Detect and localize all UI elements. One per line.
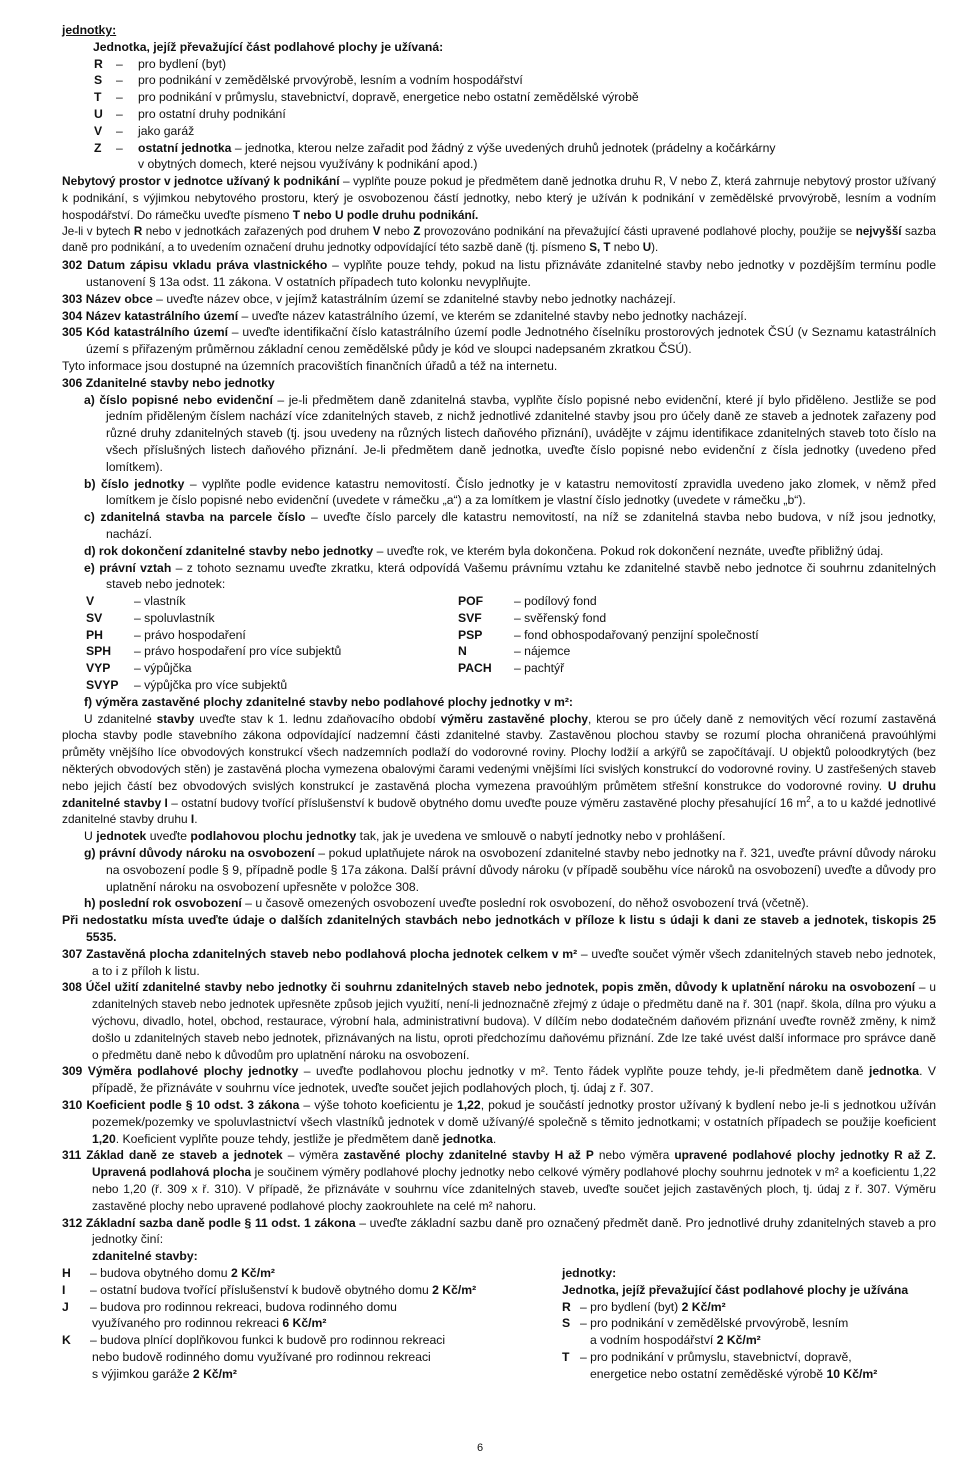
rate-row-k: K – budova plnící doplňkovou funkci k budově pro rodinnou rekreaci nebo budově rodinného domu využívané pro rodinnou rekreaci s výjimkou garáže 2 Kč/m² <box>62 1333 446 1381</box>
section-title-jednotky: jednotky: <box>62 23 117 37</box>
item-312: 312 Základní sazba daně podle § 11 odst. 1 zákona – uveďte základní sazbu daně pro označený předmět daně. Pro jednotlivé druhy zdanitelných staveb a pro jednotky činí: <box>62 1215 936 1247</box>
ownership-row: PSP – fond obhospodařovaný penzijní společností <box>458 627 759 642</box>
ownership-row: VYP – výpůjčka <box>86 661 192 676</box>
ownership-row: SPH – právo hospodaření pro více subjektů <box>86 644 342 659</box>
rate-row-s: S – pro podnikání v zemědělské prvovýrobě, lesním a vodním hospodářství 2 Kč/m² <box>562 1316 849 1348</box>
ownership-row: SV – spoluvlastník <box>86 610 215 625</box>
ownership-row: PACH – pachtýř <box>458 661 565 676</box>
paragraph-nebytovy-prostor: Nebytový prostor v jednotce užívaný k podnikání – vyplňte pouze pokud je předmětem daně jednotka druhu R, V nebo Z, která zahrnuje nebytový prostor užívaný k podnikání, s výjimkou nebytového prostoru, který je osvobozenou částí jednotky, nebo který je užíván k podnikání v zemědělské prvovýrobě, lesním a vodním hospodářství. Do rámečku uveďte písmeno T nebo U podle druhu podnikání. <box>62 174 936 222</box>
rates-jednotky <box>562 1248 936 1382</box>
ownership-codes-right <box>458 593 828 694</box>
rates-stavby <box>62 1248 562 1382</box>
paragraph-nedostatek-mista: Při nedostatku místa uveďte údaje o dalších zdanitelných stavbách nebo jednotkách v příloze k listu s údaji k dani ze staveb a jednotek, tiskopis 25 5535. <box>62 913 936 945</box>
item-307: 307 Zastavěná plocha zdanitelných staveb nebo podlahová plocha jednotek celkem v m² – uveďte součet výměr všech zdanitelných staveb nebo jednotek, a to i z příloh k listu. <box>62 946 936 978</box>
item-303: 303 Název obce – uveďte název obce, v jejímž katastrálním území se zdanitelné stavby nebo jednotky nacházejí. <box>62 291 676 306</box>
code-row-u: U – pro ostatní druhy podnikání <box>94 106 286 121</box>
rate-row-r: R – pro bydlení (byt) 2 Kč/m² <box>562 1299 726 1314</box>
ownership-row: POF – podílový fond <box>458 594 597 609</box>
ownership-codes <box>62 593 936 694</box>
item-306-f: f) výměra zastavěné plochy zdanitelné stavby nebo podlahové plochy jednotky v m²: <box>84 694 573 709</box>
ownership-row: SVYP – výpůjčka pro více subjektů <box>86 678 288 693</box>
rate-row-i: I – ostatní budova tvořící příslušenství k budově obytného domu 2 Kč/m² <box>62 1282 477 1297</box>
item-306-b: b) číslo jednotky – vyplňte podle evidence katastru nemovitostí. Číslo jednotky je v katastru nemovitostí zpravidla uvedeno jako zlomek, v němž před lomítkem je číslo popisné nebo evidenční (uvedete v rámečku „a“) a za lomítkem je vlastní číslo jednotky (uvedete v rámečku „b“). <box>84 476 936 508</box>
rate-row-t: T – pro podnikání v průmyslu, stavebnictví, dopravě, energetice nebo ostatní zeměděské výrobě 10 Kč/m² <box>562 1349 878 1381</box>
rates-stavby-heading: zdanitelné stavby: <box>92 1249 198 1264</box>
item-308: 308 Účel užití zdanitelné stavby nebo jednotky či souhrnu zdanitelných staveb nebo jednotek, popis změn, důvody k uplatnění nároku na osvobození – u zdanitelných staveb nebo jednotek upřesněte způsob jejich využití, není-li jednoznačně zřejmý z údaje o předmětu daně na ř. 301 (např. škola, dílna pro výuku a výchovu, divadlo, hotel, obchod, restaurace, výrobní hala, administrativní budova). V dílčím nebo dodatečném daňovém přiznání uveďte rovněž změny, k nimž došlo u zdanitelných staveb nebo jednotek, přiznávaných na listu, oproti předchozímu daňovému přiznání. Zde lze také uvést další informace pro správce daně o předmětu daně nebo k důvodům pro uplatnění nároku na osvobození. <box>62 980 936 1062</box>
item-302: 302 Datum zápisu vkladu práva vlastnického – vyplňte pouze tehdy, pokud na listu přiznáváte zdanitelné stavby nebo jednotky v pozdějším termínu podle ustanovení § 13a odst. 11 zákona. V ostatních případech tuto kolonku nevyplňujte. <box>62 258 937 289</box>
item-305: 305 Kód katastrálního území – uveďte identifikační číslo katastrálního území podle Jednotného číselníku prostorových jednotek ČSÚ (v Seznamu katastrálních území s přiřazeným průměrnou základní cenou zemědělské půdy je kód ve sloupci nadepsaném zkratkou ČSÚ). <box>62 325 937 357</box>
ownership-codes-left <box>86 593 458 694</box>
ownership-row: N – nájemce <box>458 644 571 659</box>
page-number: 6 <box>476 1442 484 1454</box>
jednotka-subtitle: Jednotka, jejíž převažující část podlahové plochy je užívaná: <box>93 39 444 54</box>
rates-jednotky-subheading: Jednotka, jejíž převažující část podlahové plochy je užívána <box>562 1282 909 1297</box>
item-305-extra: Tyto informace jsou dostupné na územních pracovištích finančních úřadů a též na internetu. <box>62 358 558 373</box>
paragraph-je-li-v-bytech: Je-li v bytech R nebo v jednotkách zařazených pod druhem V nebo Z provozováno podnikání na převažující části upravené podlahové plochy, použije se nejvyšší sazba daně pro podnikání, a to uvedením označení druhu jednotky odpovídající této sazbě daně (tj. písmeno S, T nebo U). <box>62 224 936 255</box>
rate-row-j: J – budova pro rodinnou rekreaci, budova rodinného domu využívaného pro rodinnou rekreaci 6 Kč/m² <box>62 1299 397 1331</box>
ownership-row: V – vlastník <box>86 594 186 609</box>
item-306-g: g) právní důvody nároku na osvobození – pokud uplatňujete nárok na osvobození zdanitelné stavby nebo jednotky na ř. 321, uveďte právní důvody nároku na osvobození podle § 9, případně podle § 17a zákona. Další právní důvody nároku (v případě souběhu více nároků na osvobození) uveďte a důvody pro uplatnění nároku na osvobození upřesněte v položce 308. <box>84 846 936 894</box>
item-306-c: c) zdanitelná stavba na parcele číslo – uveďte číslo parcely dle katastru nemovitostí, na níž se zdanitelná stavba nebo budova, v níž jsou jednotky, nachází. <box>84 510 937 541</box>
rates-section <box>62 1248 936 1382</box>
item-306-a: a) číslo popisné nebo evidenční – je-li předmětem daně zdanitelná stavba, vyplňte číslo popisné nebo evidenční, které jí bylo přiděleno. Jestliže se pod jedním přiděleným číslem nachází více zdanitelných staveb, z nichž jednotlivé zdanitelné stavby jsou pro účely daně ze staveb a jednotek zařazeny pod různé druhy zdanitelných staveb (tj. jsou uvedeny na různých listech daňového přiznání), uvádějte v zájmu identifikace zdanitelných staveb toto číslo na všech příslušných listech daňového přiznání. Je-li předmětem daně jednotka, uveďte číslo popisné nebo evidenční z čísla jednotky (uvedeno před lomítkem). <box>84 392 936 474</box>
ownership-row: PH – právo hospodaření <box>86 627 246 642</box>
code-row-t: T – pro podnikání v průmyslu, stavebnictví, dopravě, energetice nebo ostatní zemědělské výrobě <box>94 90 639 105</box>
item-306-f-jednotky: U jednotek uveďte podlahovou plochu jednotky tak, jak je uvedena ve smlouvě o nabytí jednotky nebo v prohlášení. <box>84 829 726 844</box>
item-306-d: d) rok dokončení zdanitelné stavby nebo jednotky – uveďte rok, ve kterém byla dokončena. Pokud rok dokončení neznáte, uveďte přibližný údaj. <box>84 543 884 558</box>
code-row-z-cont: v obytných domech, které nejsou využívány k podnikání apod.) <box>138 157 478 172</box>
code-row-s: S – pro podnikání v zemědělské prvovýrobě, lesním a vodním hospodářství <box>94 73 523 88</box>
item-304: 304 Název katastrálního území – uveďte název katastrálního území, ve kterém se zdanitelné stavby nebo jednotky nacházejí. <box>62 308 747 323</box>
rates-jednotky-heading: jednotky: <box>562 1265 617 1280</box>
item-309: 309 Výměra podlahové plochy jednotky – uveďte podlahovou plochu jednotky v m². Tento řádek vyplňte pouze tehdy, je-li předmětem daně jednotka. V případě, že přiznáváte v souhrnu více jednotek, uveďte součet jejich podlahových ploch, tj. údaj z ř. 307. <box>62 1064 936 1096</box>
code-row-z: Z – ostatní jednotka – jednotka, kterou nelze zařadit pod žádný z výše uvedených druhů jednotek (prádelny a kočárkárny <box>94 140 776 155</box>
code-row-r: R – pro bydlení (byt) <box>94 56 227 71</box>
item-306-f-stavby: U zdanitelné stavby uveďte stav k 1. lednu zdaňovacího období výměru zastavěné plochy, kterou se pro účely daně z nemovitých věcí rozumí zastavěná plocha stavby podle stavebního zákona odpovídající nadzemní části zdanitelné stavby. Zastavěnou plochou stavby se rozumí plocha ohraničená pravoúhlými průměty vnějšího líce obvodových konstrukcí všech nadzemních podlaží do vodorovné roviny. Plochy lodžií a arkýřů se započítávají. U objektů poloodkrytých (bez některých obvodových stěn) je zastavěná plocha vymezena obalovými čarami vedenými vnějšími líci svislých konstrukcí do vodorovné roviny. U zastřešených staveb nebo jejich částí bez obvodových svislých konstrukcí je zastavěná plocha vymezena pravoúhlým průmětem střešní konstrukce do vodorovné roviny. U druhu zdanitelné stavby I – ostatní budovy tvořící příslušenství k budově obytného domu uveďte pouze výměru zastavěné plochy přesahující 16 $m^2$, a to u každé jednotlivé zdanitelné stavby druhu I. <box>62 711 937 827</box>
item-310: 310 Koeficient podle § 10 odst. 3 zákona – výše tohoto koeficientu je 1,22, pokud je součástí jednotky prostor užívaný k bydlení nebo je-li s jednotkou užíván pozemek/pozemky ve spoluvlastnictví všech vlastníků jednotek v domě užívaný/é společně s těmito jednotkami; v ostatních případech se použije koeficient 1,20. Koeficient vyplňte pouze tehdy, jestliže je předmětem daně jednotka. <box>62 1098 936 1146</box>
document-page <box>62 22 936 1383</box>
item-306-e: e) právní vztah – z tohoto seznamu uveďte zkratku, která odpovídá Vašemu právnímu vztahu ke zdanitelné stavbě nebo jednotce či souhrnu zdanitelných staveb nebo jednotek: <box>84 560 936 592</box>
rate-row-h: H – budova obytného domu 2 Kč/m² <box>62 1265 275 1280</box>
code-row-v: V – jako garáž <box>94 123 195 138</box>
item-311: 311 Základ daně ze staveb a jednotek – výměra zastavěné plochy zdanitelné stavby H až P nebo výměra upravené podlahové plochy jednotky R až Z. Upravená podlahová plocha je součinem výměry podlahové plochy jednotky nebo celkové výměry podlahové plochy souhrnu jednotek v m² a koeficientu 1,22 nebo 1,20 (ř. 309 x ř. 310). V případě, že přiznáváte v souhrnu více zdanitelných staveb, uveďte součet jejich zastavěných ploch, tj. údaj z ř. 307. Výměru zastavěné plochy nebo upravené podlahové plochy zaokrouhlete na celé m² nahoru. <box>62 1148 936 1213</box>
item-306: 306 Zdanitelné stavby nebo jednotky <box>62 375 275 390</box>
item-306-h: h) poslední rok osvobození – u časově omezených osvobození uveďte poslední rok osvobození, do něhož osvobození trvá (včetně). <box>84 896 809 911</box>
ownership-row: SVF – svěřenský fond <box>458 610 607 625</box>
